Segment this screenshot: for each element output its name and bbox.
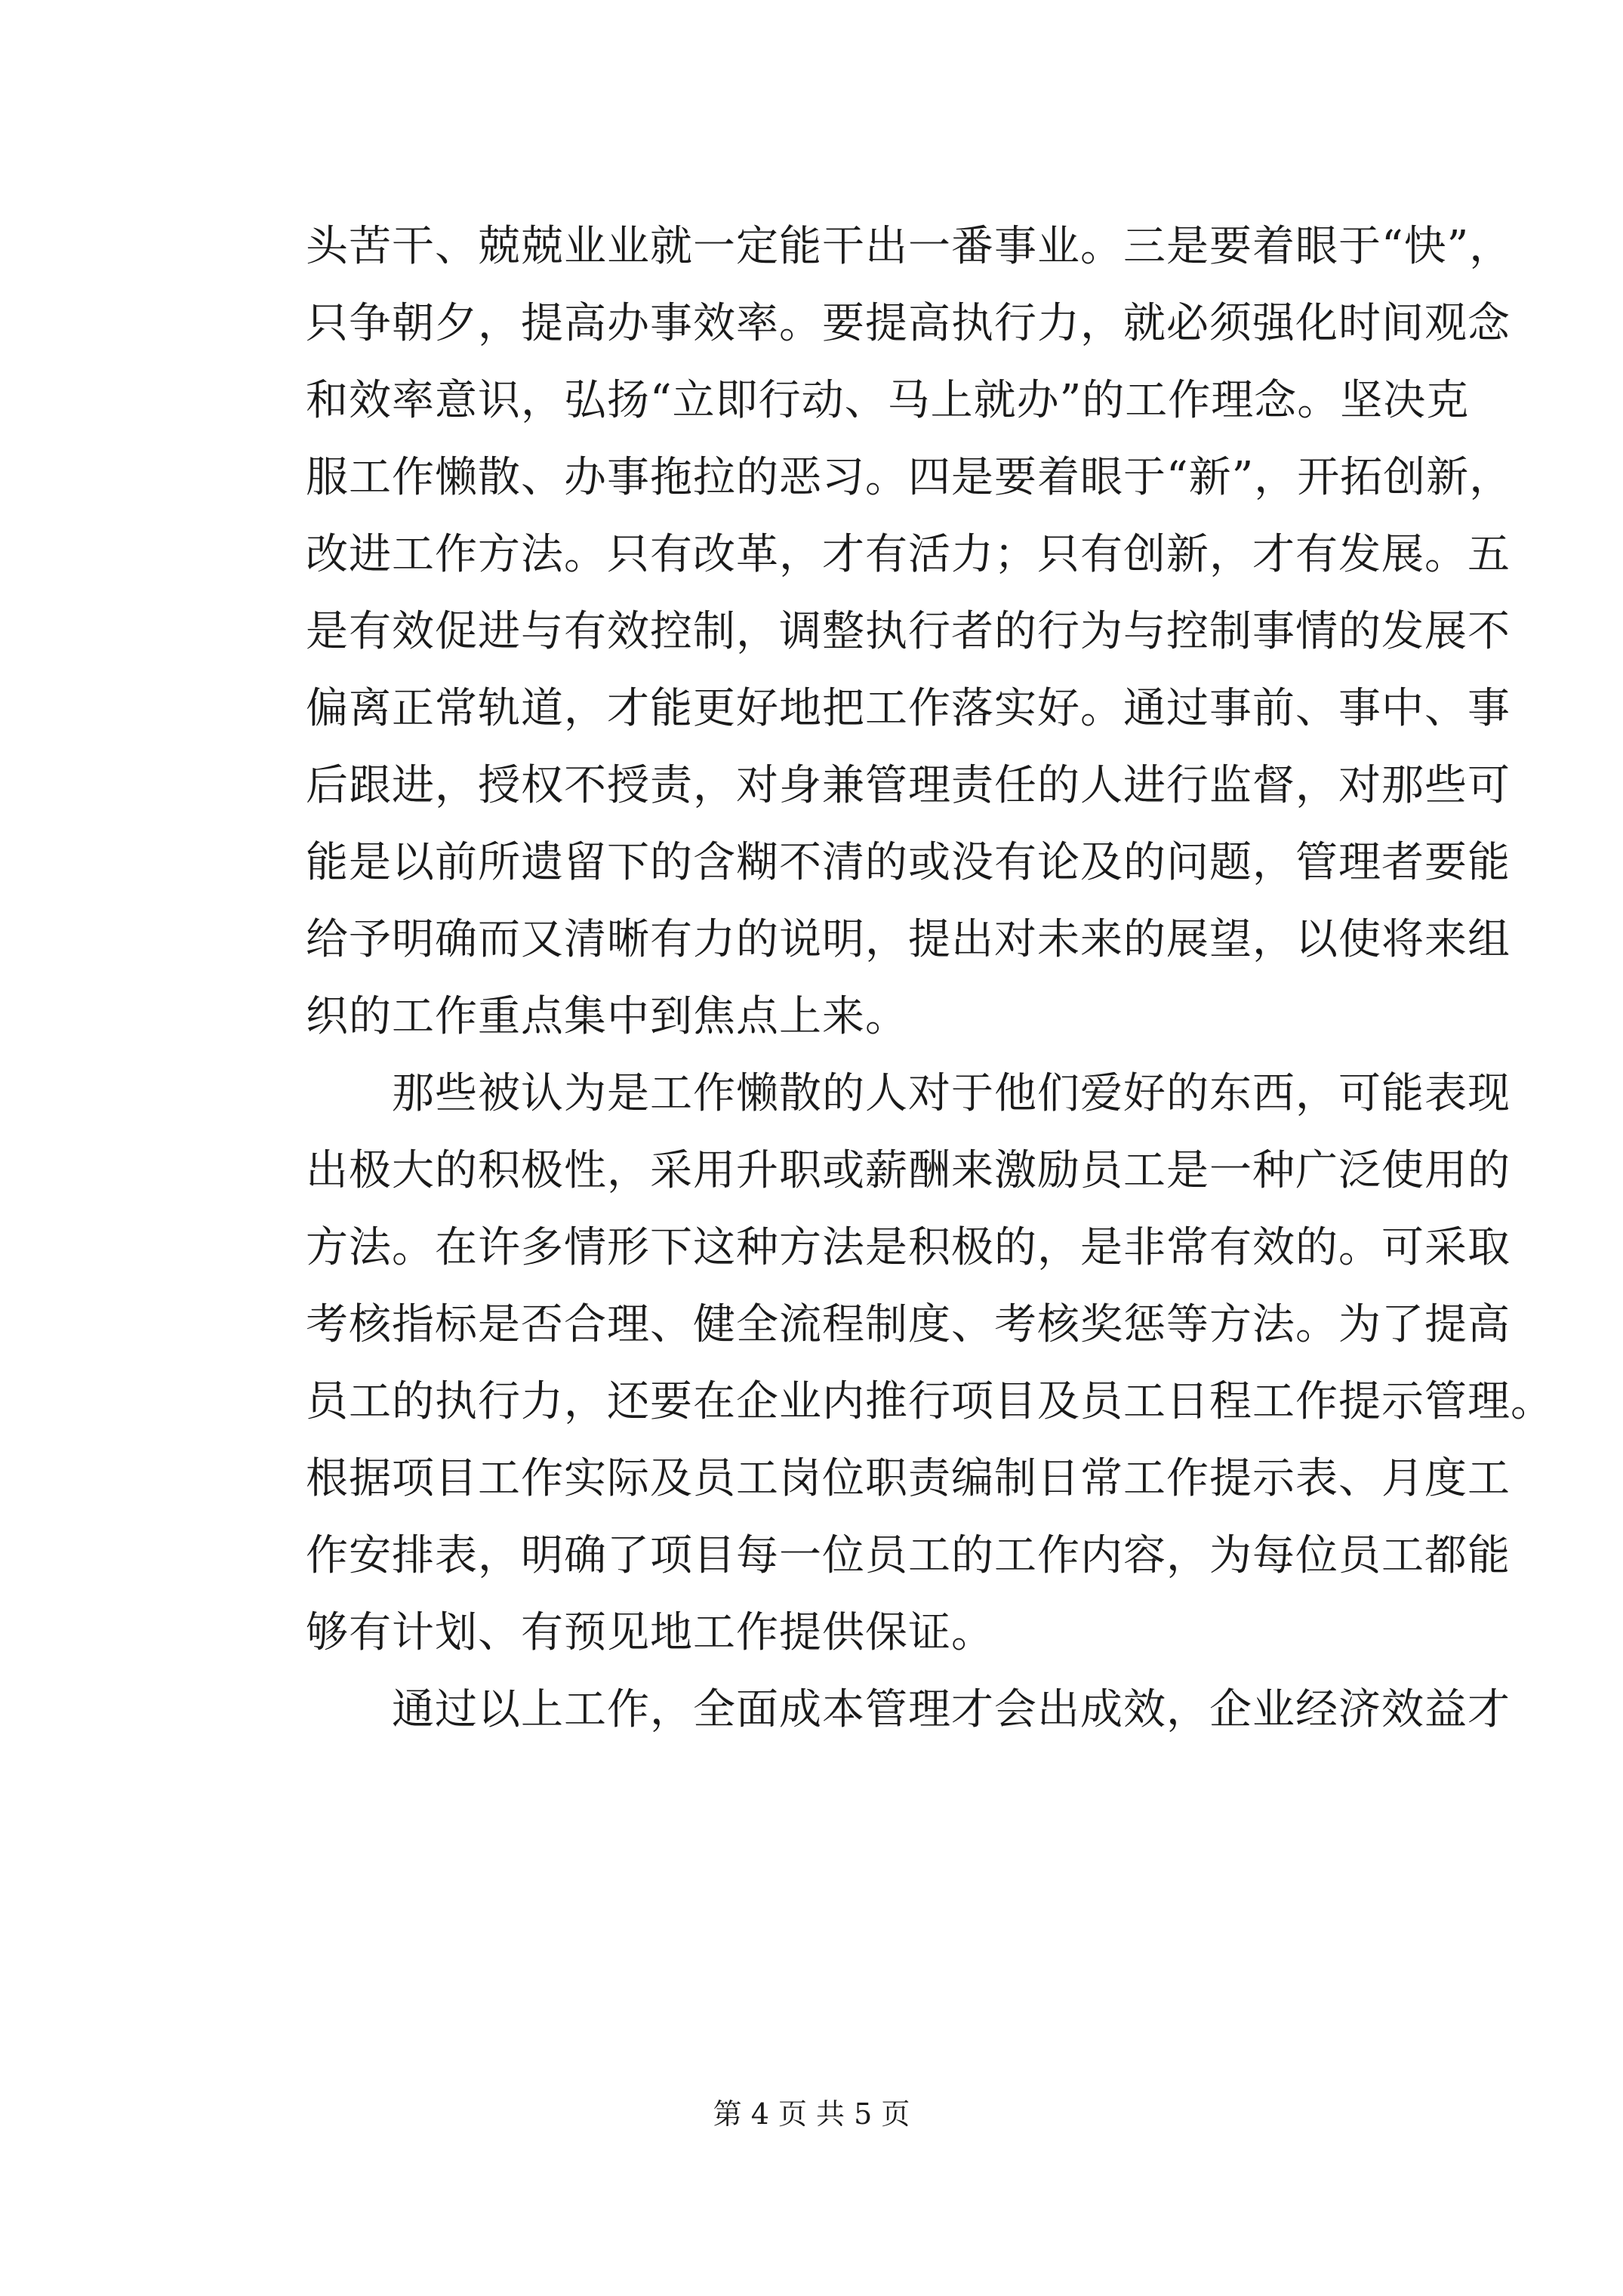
text-line-8: 后跟进，授权不授责，对身兼管理责任的人进行监督，对那些可 [306, 761, 1511, 810]
text-line-9: 能是以前所遗留下的含糊不清的或没有论及的问题，管理者要能 [306, 838, 1511, 887]
text-line-19: 够有计划、有预见地工作提供保证。 [306, 1608, 994, 1657]
page-number-footer: 第 4 页 共 5 页 [713, 2097, 910, 2131]
text-line-5: 改进工作方法。只有改革，才有活力；只有创新，才有发展。五 [306, 530, 1511, 579]
text-line-17: 根据项目工作实际及员工岗位职责编制日常工作提示表、月度工 [306, 1454, 1511, 1503]
text-line-18: 作安排表，明确了项目每一位员工的工作内容，为每位员工都能 [306, 1531, 1511, 1580]
text-line-10: 给予明确而又清晰有力的说明，提出对未来的展望，以使将来组 [306, 915, 1511, 964]
text-line-13: 出极大的积极性，采用升职或薪酬来激励员工是一种广泛使用的 [306, 1146, 1511, 1195]
text-line-12: 那些被认为是工作懒散的人对于他们爱好的东西，可能表现 [306, 1069, 1511, 1118]
text-line-14: 方法。在许多情形下这种方法是积极的，是非常有效的。可采取 [306, 1223, 1511, 1272]
text-line-1: 头苦干、兢兢业业就一定能干出一番事业。三是要着眼于“快”， [306, 222, 1513, 271]
text-line-3: 和效率意识，弘扬“立即行动、马上就办”的工作理念。坚决克 [306, 376, 1470, 425]
text-line-11: 织的工作重点集中到焦点上来。 [306, 992, 908, 1041]
text-line-20: 通过以上工作，全面成本管理才会出成效，企业经济效益才 [306, 1685, 1511, 1734]
text-line-4: 服工作懒散、办事拖拉的恶习。四是要着眼于“新”，开拓创新， [306, 453, 1513, 502]
text-line-15: 考核指标是否合理、健全流程制度、考核奖惩等方法。为了提高 [306, 1300, 1511, 1349]
text-line-16: 员工的执行力，还要在企业内推行项目及员工日程工作提示管理。 [306, 1377, 1554, 1426]
text-line-6: 是有效促进与有效控制，调整执行者的行为与控制事情的发展不 [306, 607, 1511, 656]
text-line-2: 只争朝夕，提高办事效率。要提高执行力，就必须强化时间观念 [306, 299, 1511, 348]
text-line-7: 偏离正常轨道，才能更好地把工作落实好。通过事前、事中、事 [306, 684, 1511, 733]
